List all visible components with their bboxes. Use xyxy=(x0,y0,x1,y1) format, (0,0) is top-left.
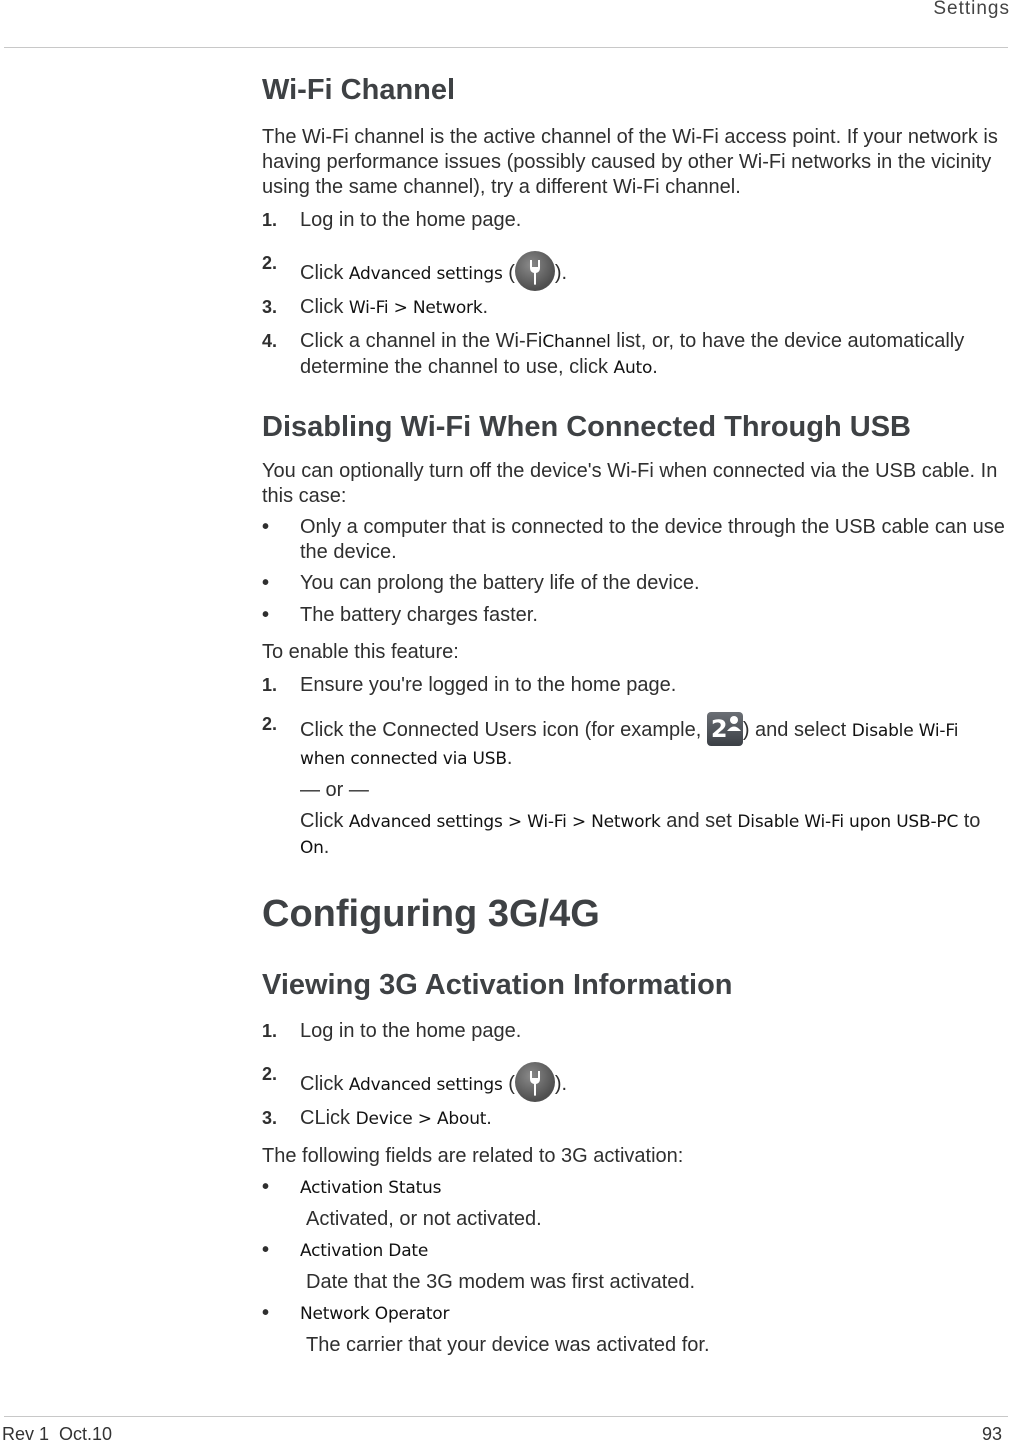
step-number: 4. xyxy=(262,331,278,351)
step-text: ) and select xyxy=(742,719,852,741)
header-divider xyxy=(4,47,1008,48)
step-number: 1. xyxy=(262,1021,278,1041)
page-content xyxy=(262,70,1008,1358)
ui-label: On xyxy=(300,838,324,858)
list-item xyxy=(262,1301,1008,1327)
step-text: . xyxy=(486,1107,492,1129)
ui-label: Channel xyxy=(542,332,611,352)
step-text: list, or, to have the device automatically determine the channel to use, click xyxy=(300,330,965,378)
step-text: Ensure you're logged in to the home page. xyxy=(300,674,677,696)
step-text: Log in to the home page. xyxy=(300,209,522,231)
list-item xyxy=(262,1062,1008,1102)
field-description: The carrier that your device was activated for. xyxy=(306,1334,710,1356)
alternative-step xyxy=(262,809,1008,861)
list-item xyxy=(262,295,1008,321)
or-separator: — or — xyxy=(300,779,369,801)
field-description: Activated, or not activated. xyxy=(306,1208,542,1230)
ui-label: Disable Wi-Fi upon USB-PC xyxy=(737,812,959,832)
wrench-icon xyxy=(515,251,555,291)
footer-revision: Rev 1 Oct.10 xyxy=(2,1424,113,1444)
step-number: 2. xyxy=(262,714,278,734)
bullet: • xyxy=(262,1239,270,1261)
step-text: Click the Connected Users icon (for example, xyxy=(300,719,707,741)
disable-wifi-intro: You can optionally turn off the device's Wi-Fi when connected via the USB cable. In this case: xyxy=(262,460,998,507)
step-text: Click xyxy=(300,262,349,284)
footer-divider xyxy=(4,1416,1008,1417)
step-number: 2. xyxy=(262,253,278,273)
ui-label: Wi-Fi > Network xyxy=(348,298,483,318)
step-number: 1. xyxy=(262,210,278,230)
step-number: 3. xyxy=(262,297,278,317)
step-number: 2. xyxy=(262,1064,278,1084)
list-item xyxy=(262,571,1008,596)
page-header-title: Settings xyxy=(933,0,1010,19)
ui-label: Advanced settings > Wi-Fi > Network xyxy=(348,812,661,832)
viewing-3g-heading: Viewing 3G Activation Information xyxy=(262,969,733,1001)
enable-intro: To enable this feature: xyxy=(262,641,459,663)
list-item xyxy=(262,1175,1008,1201)
wrench-icon xyxy=(515,1062,555,1102)
step-number: 1. xyxy=(262,675,278,695)
connected-users-count: 2 xyxy=(710,715,728,743)
step-text: Click xyxy=(300,1073,349,1095)
ui-label: Auto xyxy=(613,358,653,378)
ui-label: Disable Wi-Fi when connected via USB xyxy=(300,721,959,769)
disable-wifi-heading: Disabling Wi-Fi When Connected Through USB xyxy=(262,411,911,443)
field-description: Date that the 3G modem was first activated. xyxy=(306,1271,696,1293)
step-text: . xyxy=(482,296,489,318)
fields-intro: The following fields are related to 3G activation: xyxy=(262,1145,684,1167)
list-item xyxy=(262,712,1008,772)
ui-label: Advanced settings xyxy=(348,264,503,284)
step-text: CLick xyxy=(300,1107,356,1129)
step-text: ). xyxy=(554,262,568,284)
connected-users-icon xyxy=(707,712,743,746)
list-item xyxy=(262,1106,1008,1132)
field-name: Activation Date xyxy=(300,1241,429,1261)
step-text: Log in to the home page. xyxy=(300,1020,522,1042)
bullet-text: The battery charges faster. xyxy=(300,604,538,626)
ui-label: Device > About xyxy=(355,1109,487,1129)
step-number: 3. xyxy=(262,1108,278,1128)
list-item xyxy=(262,251,1008,291)
step-text: . xyxy=(323,836,330,858)
bullet: • xyxy=(262,604,270,626)
list-item xyxy=(262,1238,1008,1264)
step-text: ( xyxy=(502,262,515,284)
wifi-channel-intro: The Wi-Fi channel is the active channel of the Wi-Fi access point. If your network is having performance issues (possibly caused by other Wi-Fi networks in the vicinity using the same channel), try a different Wi-Fi channel. xyxy=(262,126,998,198)
bullet: • xyxy=(262,1176,270,1198)
page-number: 93 xyxy=(981,1424,1002,1444)
step-text: . xyxy=(506,747,513,769)
list-item xyxy=(262,515,1008,565)
bullet: • xyxy=(262,1302,270,1324)
field-name: Network Operator xyxy=(300,1304,450,1324)
bullet: • xyxy=(262,516,270,538)
bullet-text: Only a computer that is connected to the device through the USB cable can use the device. xyxy=(300,516,1005,563)
step-text: and set xyxy=(660,810,738,832)
list-item xyxy=(262,1019,1008,1044)
bullet-text: You can prolong the battery life of the device. xyxy=(300,572,700,594)
step-text: ). xyxy=(554,1073,568,1095)
step-text: Click xyxy=(300,810,349,832)
list-item xyxy=(262,673,1008,698)
wifi-channel-heading: Wi-Fi Channel xyxy=(262,74,456,106)
step-text: ( xyxy=(502,1073,515,1095)
list-item xyxy=(262,329,1008,381)
ui-label: Advanced settings xyxy=(348,1075,503,1095)
list-item xyxy=(262,208,1008,233)
configuring-heading: Configuring 3G/4G xyxy=(262,893,600,935)
step-text: Click xyxy=(300,296,349,318)
step-text: Click a channel in the Wi-Fi xyxy=(300,330,543,352)
step-text: . xyxy=(652,356,658,378)
list-item xyxy=(262,603,1008,628)
bullet: • xyxy=(262,572,270,594)
step-text: to xyxy=(958,810,981,832)
field-name: Activation Status xyxy=(300,1178,442,1198)
